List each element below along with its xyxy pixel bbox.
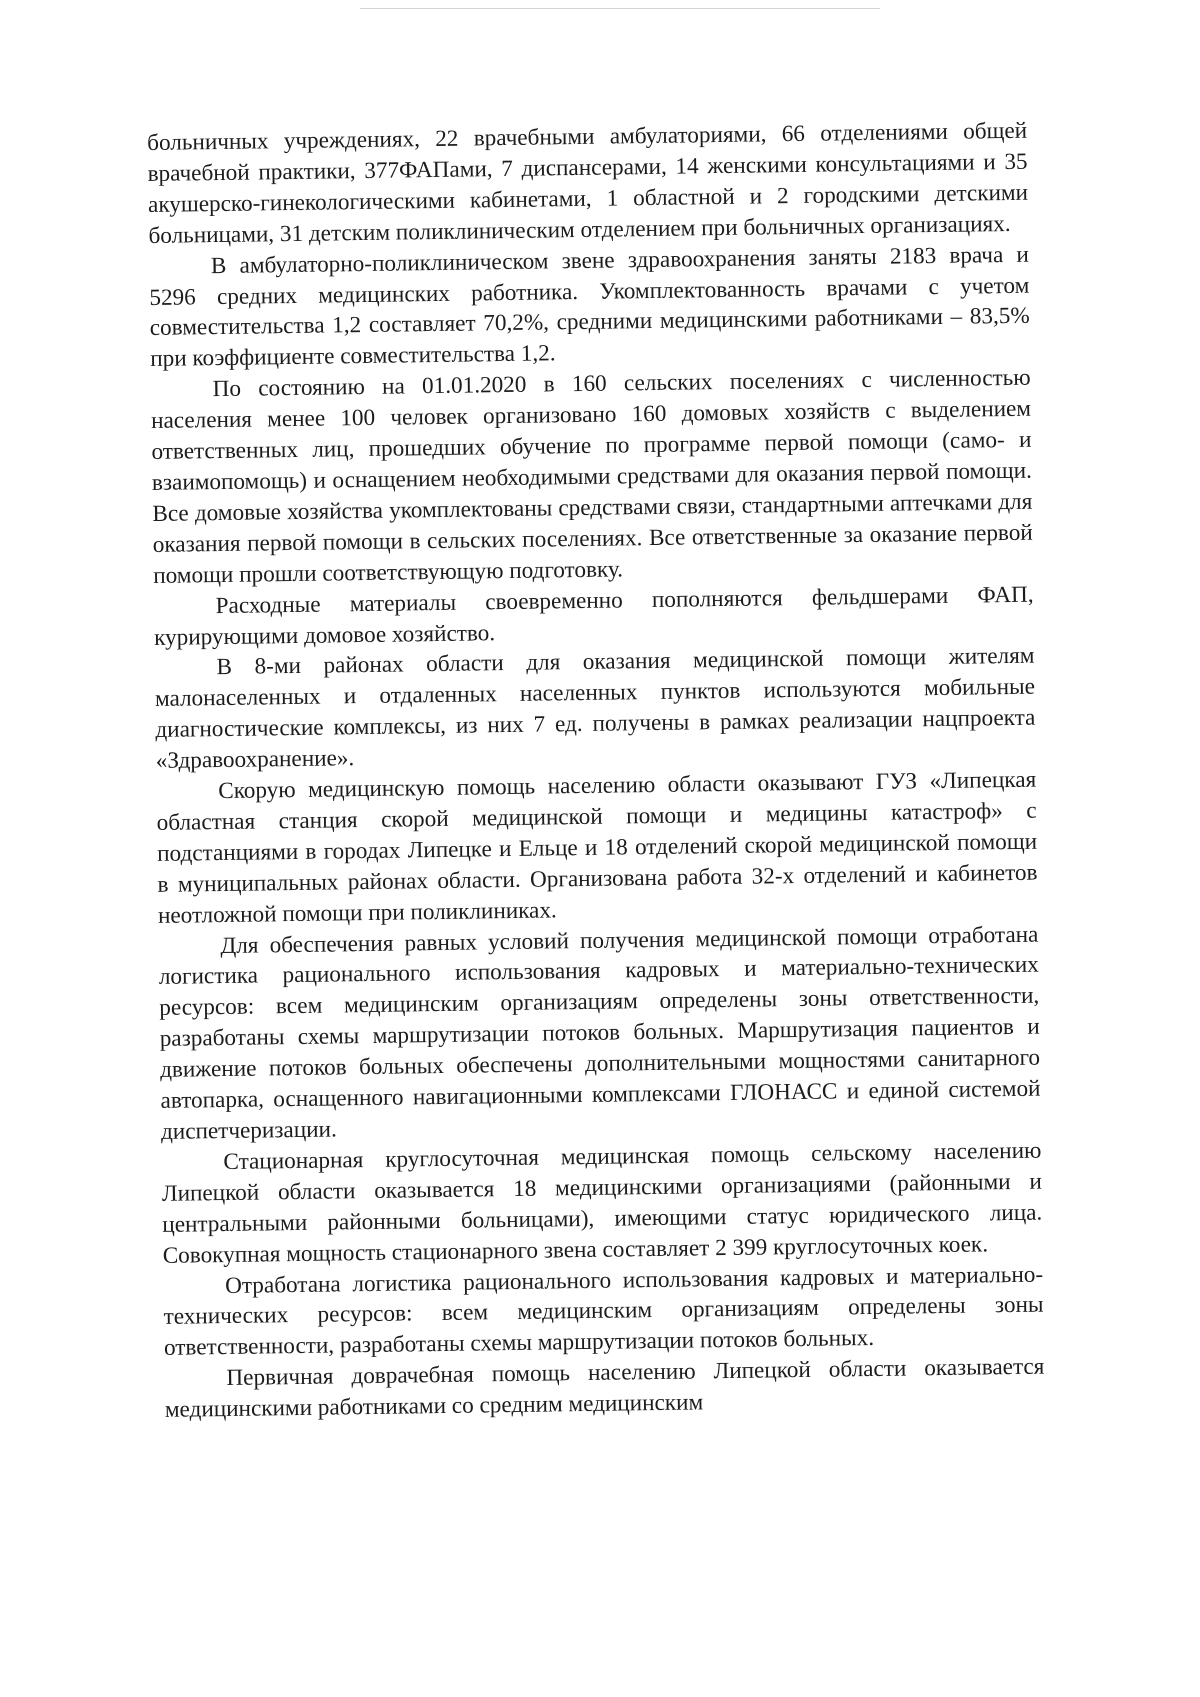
document-body bbox=[147, 116, 1045, 1426]
paragraph-staffing: В амбулаторно-поликлиническом звене здравоохранения заняты 2183 врача и 5296 средних медицинских работника. Укомплектованность врачами с учетом совместительства 1,2 составляет 70,2%, средними медицинскими работниками – 83,5% при коэффициенте совместительства 1,2. bbox=[149, 241, 1030, 373]
paragraph-households: По состоянию на 01.01.2020 в 160 сельских поселениях с численностью населения менее 100 человек организовано 160 домовых хозяйств с выделением ответственных лиц, прошедших обучение по программе первой помощи (само- и взаимопомощь) и оснащением необходимыми средствами для оказания первой помощи. Все домовые хозяйства укомплектованы средствами связи, стандартными аптечками для оказания первой помощи в сельских поселениях. Все ответственные за оказание первой помощи прошли соответствующую подготовку. bbox=[150, 364, 1033, 589]
paragraph-logistics-repeat: Отработана логистика рационального использования кадровых и материально-технических ресурсов: всем медицинским организациям определены зоны ответственности, разработаны схемы маршрутизации потоков больных. bbox=[163, 1261, 1044, 1362]
paragraph-primary-care: Первичная доврачебная помощь населению Липецкой области оказывается медицинскими работниками со средним медицинским bbox=[164, 1353, 1045, 1424]
paragraph-logistics: Для обеспечения равных условий получения медицинской помощи отработана логистика рационального использования кадровых и материально-технических ресурсов: всем медицинским организациям определены зоны ответственности, разработаны схемы маршрутизации потоков больных. Маршрутизация пациентов и движение потоков больных обеспечены дополнительными мощностями санитарного автопарка, оснащенного навигационными комплексами ГЛОНАСС и единой системой диспетчеризации. bbox=[158, 921, 1041, 1145]
scan-edge-line bbox=[360, 8, 880, 9]
paragraph-emergency-care: Скорую медицинскую помощь населению области оказывают ГУЗ «Липецкая областная станция скорой медицинской помощи и медицины катастроф» с подстанциями в городах Липецке и Ельце и 18 отделений скорой медицинской помощи в муниципальных районах области. Организована работа 32-х отделений и кабинетов неотложной помощи при поликлиниках. bbox=[156, 766, 1038, 929]
paragraph-mobile-complexes: В 8-ми районах области для оказания медицинской помощи жителям малонаселенных и отдаленных населенных пунктов используются мобильные диагностические комплексы, из них 7 ед. получены в рамках реализации нацпроекта «Здравоохранение». bbox=[154, 643, 1036, 775]
paragraph-supplies: Расходные материалы своевременно пополняются фельдшерами ФАП, курирующими домовое хозяйство. bbox=[153, 581, 1034, 651]
paragraph-facilities: больничных учреждениях, 22 врачебными амбулаториями, 66 отделениями общей врачебной практики, 377ФАПами, 7 диспансерами, 14 женскими консультациями и 35 акушерско-гинекологическими кабинетами, 1 областной и 2 городскими детскими больницами, 31 детским поликлиническим отделением при больничных организациях. bbox=[147, 117, 1029, 249]
paragraph-inpatient-care: Стационарная круглосуточная медицинская помощь сельскому населению Липецкой области оказывается 18 медицинскими организациями (районными и центральными районными больницами), имеющими статус юридического лица. Совокупная мощность стационарного звена составляет 2 399 круглосуточных коек. bbox=[161, 1137, 1043, 1269]
